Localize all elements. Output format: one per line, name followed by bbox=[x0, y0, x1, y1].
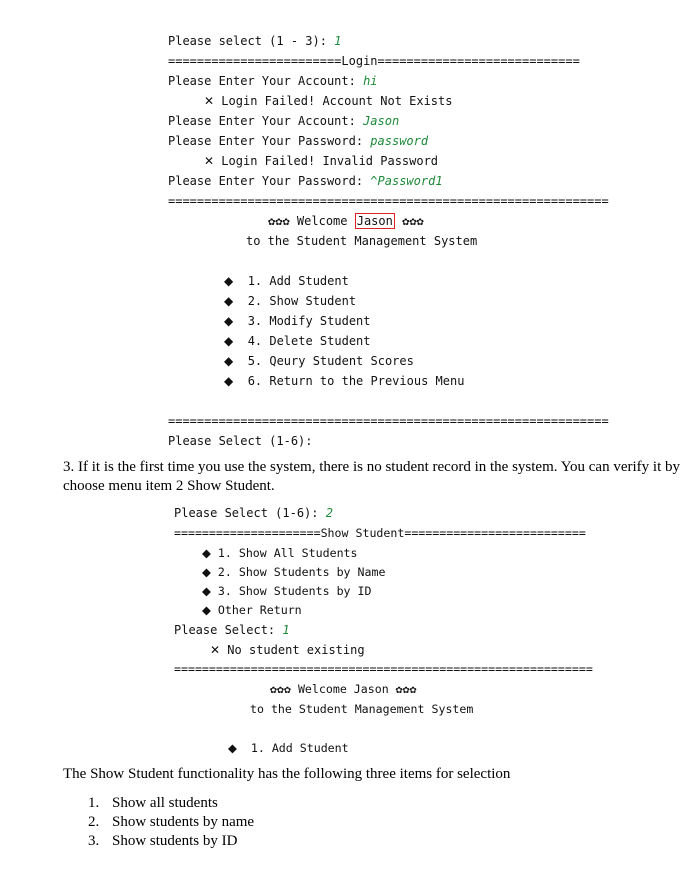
select-value: 2 bbox=[325, 506, 333, 520]
rule-line: ============================================================ bbox=[174, 662, 593, 676]
password-failed-line bbox=[204, 151, 438, 171]
functionality-paragraph: The Show Student functionality has the following three items for selection bbox=[63, 766, 511, 782]
list-item bbox=[88, 794, 254, 813]
cross-icon: ✕ bbox=[204, 154, 215, 168]
menu-item-label: 1. Add Student bbox=[250, 741, 349, 755]
diamond-bullet-icon: ◆ bbox=[202, 565, 211, 579]
welcome-name-highlight: Jason bbox=[356, 214, 393, 228]
select-value: 1 bbox=[334, 34, 342, 48]
select-menu-prompt: Please Select (1-6): bbox=[168, 434, 313, 448]
flower-icon: ✿✿✿ bbox=[402, 214, 424, 228]
submenu-item bbox=[202, 543, 358, 563]
submenu-item-label: 2. Show Students by Name bbox=[217, 565, 386, 579]
no-student-message: No student existing bbox=[227, 643, 365, 657]
cross-icon: ✕ bbox=[210, 643, 221, 657]
menu-item-label: 6. Return to the Previous Menu bbox=[247, 374, 465, 388]
diamond-bullet-icon: ◆ bbox=[224, 294, 234, 308]
select-prompt: Please select (1 - 3): bbox=[168, 34, 335, 48]
welcome-word: Welcome bbox=[296, 214, 348, 228]
password-line-2 bbox=[168, 171, 443, 191]
password-value: ^Password1 bbox=[370, 174, 443, 188]
diamond-bullet-icon: ◆ bbox=[224, 354, 234, 368]
select-line bbox=[168, 31, 341, 51]
menu-item-label: 5. Qeury Student Scores bbox=[247, 354, 414, 368]
rule-line: ============================================================= bbox=[168, 194, 609, 208]
menu-item-label: 1. Add Student bbox=[247, 274, 349, 288]
password-prompt: Please Enter Your Password: bbox=[168, 134, 371, 148]
menu-item-label: 4. Delete Student bbox=[247, 334, 371, 348]
account-line-1 bbox=[168, 71, 378, 91]
menu-item bbox=[224, 351, 414, 371]
welcome-line bbox=[270, 679, 417, 699]
system-line: to the Student Management System bbox=[250, 702, 474, 716]
submenu-item bbox=[202, 600, 302, 620]
select-line bbox=[174, 620, 290, 640]
account-value: hi bbox=[363, 74, 378, 88]
menu-item bbox=[224, 331, 371, 351]
menu-item bbox=[224, 291, 356, 311]
select-prompt: Please Select: bbox=[174, 623, 283, 637]
diamond-bullet-icon: ◆ bbox=[224, 314, 234, 328]
rule-line: ============================================================= bbox=[168, 414, 609, 428]
select-prompt: Please Select (1-6): bbox=[174, 506, 326, 520]
list-number: 1. bbox=[88, 795, 100, 811]
welcome-line bbox=[268, 211, 424, 231]
menu-item-label: 2. Show Student bbox=[247, 294, 357, 308]
submenu-item bbox=[202, 562, 385, 582]
diamond-bullet-icon: ◆ bbox=[202, 546, 211, 560]
password-failed-message: Login Failed! Invalid Password bbox=[221, 154, 439, 168]
list-text: Show students by ID bbox=[112, 833, 238, 849]
password-line-1 bbox=[168, 131, 428, 151]
account-prompt: Please Enter Your Account: bbox=[168, 114, 364, 128]
list-number: 3. bbox=[88, 833, 100, 849]
ordered-list bbox=[88, 794, 254, 851]
account-value: Jason bbox=[363, 114, 400, 128]
system-line: to the Student Management System bbox=[246, 234, 478, 248]
account-prompt: Please Enter Your Account: bbox=[168, 74, 364, 88]
menu-item bbox=[228, 738, 349, 758]
list-item bbox=[88, 813, 254, 832]
list-text: Show students by name bbox=[112, 814, 255, 830]
diamond-bullet-icon: ◆ bbox=[224, 334, 234, 348]
login-rule: ========================Login============================ bbox=[168, 54, 580, 68]
select-value: 1 bbox=[282, 623, 290, 637]
list-number: 2. bbox=[88, 814, 100, 830]
list-text: Show all students bbox=[112, 795, 218, 811]
no-student-line bbox=[210, 640, 365, 660]
welcome-text: Welcome Jason bbox=[297, 682, 389, 696]
flower-icon: ✿✿✿ bbox=[268, 214, 290, 228]
diamond-bullet-icon: ◆ bbox=[224, 274, 234, 288]
list-item bbox=[88, 832, 254, 851]
account-failed-line bbox=[204, 91, 452, 111]
submenu-item-label: Other Return bbox=[217, 603, 302, 617]
menu-item bbox=[224, 371, 464, 391]
select-line bbox=[174, 503, 333, 523]
instruction-paragraph: 3. If it is the first time you use the system, there is no student record in the system. You can verify it by choose menu item 2 Show Student. bbox=[63, 459, 680, 494]
password-value: password bbox=[370, 134, 429, 148]
menu-item bbox=[224, 311, 371, 331]
submenu-item-label: 3. Show Students by ID bbox=[217, 584, 372, 598]
password-prompt: Please Enter Your Password: bbox=[168, 174, 371, 188]
menu-item-label: 3. Modify Student bbox=[247, 314, 371, 328]
cross-icon: ✕ bbox=[204, 94, 215, 108]
submenu-item-label: 1. Show All Students bbox=[217, 546, 358, 560]
menu-item bbox=[224, 271, 349, 291]
diamond-bullet-icon: ◆ bbox=[202, 584, 211, 598]
diamond-bullet-icon: ◆ bbox=[202, 603, 211, 617]
flower-icon: ✿✿✿ bbox=[270, 682, 291, 696]
diamond-bullet-icon: ◆ bbox=[228, 741, 237, 755]
submenu-item bbox=[202, 581, 371, 601]
show-student-rule: =====================Show Student========================== bbox=[174, 526, 586, 540]
account-line-2 bbox=[168, 111, 399, 131]
diamond-bullet-icon: ◆ bbox=[224, 374, 234, 388]
flower-icon: ✿✿✿ bbox=[395, 682, 417, 696]
account-failed-message: Login Failed! Account Not Exists bbox=[221, 94, 453, 108]
